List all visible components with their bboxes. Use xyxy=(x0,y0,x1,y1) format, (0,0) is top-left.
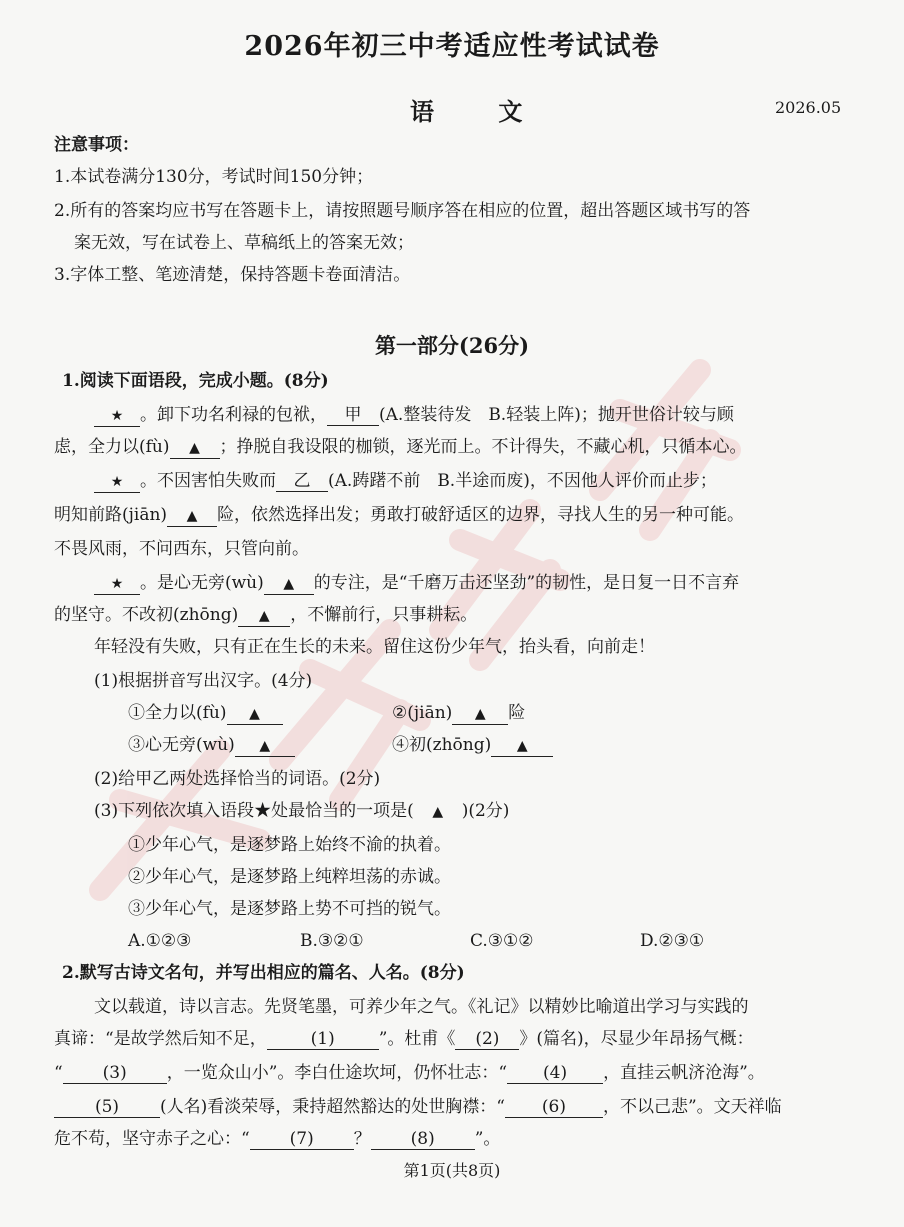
option-b: B.③②① xyxy=(300,931,364,951)
answer-blank: ▲ xyxy=(167,505,217,527)
option-a: A.①②③ xyxy=(128,931,192,951)
choice-line: ②少年心气，是逐梦路上纯粹坦荡的赤诚。 xyxy=(128,867,451,887)
answer-blank: ▲ xyxy=(170,437,220,459)
answer-blank: ▲ xyxy=(238,605,290,627)
paragraph-line: 不畏风雨，不问西东，只管向前。 xyxy=(54,539,309,559)
fill-blank-2: (2) xyxy=(455,1029,519,1050)
sub-item: ④初(zhōng) ▲ xyxy=(392,734,553,757)
answer-blank: ▲ xyxy=(452,703,508,725)
option-c: C.③①② xyxy=(470,931,534,951)
star-blank: ★ xyxy=(94,573,140,595)
sub-question: (2)给甲乙两处选择恰当的词语。(2分) xyxy=(94,769,381,789)
notice-item: 2.所有的答案均应书写在答题卡上，请按照题号顺序答在相应的位置，超出答题区域书写的答 xyxy=(54,201,751,221)
paragraph-line: ★ 。不因害怕失败而 乙 (A.踌躇不前 B.半途而废)，不因他人评价而止步； xyxy=(94,470,717,493)
part-heading: 第一部分(26分) xyxy=(374,333,530,358)
option-row xyxy=(0,930,904,952)
answer-blank: ▲ xyxy=(491,735,553,757)
star-blank: ★ xyxy=(94,471,140,493)
question-stem: 2.默写古诗文名句，并写出相应的篇名、人名。(8分) xyxy=(62,963,465,983)
sub-item: ①全力以(fù) ▲ xyxy=(128,702,283,725)
answer-blank: ▲ xyxy=(235,735,295,757)
answer-blank: ▲ xyxy=(264,573,314,595)
fill-blank-4: (4) xyxy=(507,1063,603,1084)
answer-blank: ▲ xyxy=(227,703,283,725)
paragraph-line: 明知前路(jiān) ▲ 险，依然选择出发；勇敢打破舒适区的边界，寻找人生的另一种可能。 xyxy=(54,505,745,525)
paragraph-line: (5) (人名)看淡荣辱，秉持超然豁达的处世胸襟：“ (6) ，不以己悲”。文天祥临 xyxy=(54,1096,782,1118)
paragraph-line: 危不苟，坚守赤子之心：“ (7) ？ (8) ”。 xyxy=(54,1129,501,1149)
exam-title: 2026年初三中考适应性考试试卷 xyxy=(244,31,660,62)
fill-blank-8: (8) xyxy=(371,1129,475,1150)
fill-blank-5: (5) xyxy=(54,1097,160,1118)
choice-line: ①少年心气，是逐梦路上始终不渝的执着。 xyxy=(128,835,451,855)
sub-question: (3)下列依次填入语段★处最恰当的一项是( ▲ )(2分) xyxy=(94,801,510,821)
paragraph-line: 文以载道，诗以言志。先贤笔墨，可养少年之气。《礼记》以精妙比喻道出学习与实践的 xyxy=(94,997,749,1017)
exam-date: 2026.05 xyxy=(775,98,842,117)
paragraph-line: 年轻没有失败，只有正在生长的未来。留住这份少年气，抬头看，向前走！ xyxy=(94,637,655,657)
fill-blank-7: (7) xyxy=(250,1129,354,1150)
paragraph-line: “ (3) ，一览众山小”。李白仕途坎坷，仍怀壮志：“ (4) ，直挂云帆济沧海”。 xyxy=(54,1063,765,1083)
paragraph-line: 虑，全力以(fù) ▲ ；挣脱自我设限的枷锁，逐光而上。不计得失，不藏心机，只循本心。 xyxy=(54,437,747,457)
fill-blank-1: (1) xyxy=(267,1029,379,1050)
sub-item: ③心无旁(wù) ▲ xyxy=(128,734,295,757)
question-stem: 1.阅读下面语段，完成小题。(8分) xyxy=(62,371,329,391)
choice-line: ③少年心气，是逐梦路上势不可挡的锐气。 xyxy=(128,899,451,919)
notice-heading: 注意事项： xyxy=(54,135,139,155)
option-d: D.②③① xyxy=(640,931,705,951)
page-footer: 第1页(共8页) xyxy=(403,1161,501,1180)
notice-item: 1.本试卷满分130分，考试时间150分钟； xyxy=(54,167,374,187)
fill-blank-3: (3) xyxy=(63,1063,167,1084)
paragraph-line: ★ 。卸下功名利禄的包袱， 甲 (A.整装待发 B.轻装上阵)；抛开世俗计较与顾 xyxy=(94,404,734,427)
subject-title: 语 文 xyxy=(410,97,551,126)
jia-blank: 甲 xyxy=(327,405,379,426)
paragraph-line: ★ 。是心无旁(wù) ▲ 的专注，是“千磨万击还坚劲”的韧性，是日复一日不言弃 xyxy=(94,572,739,595)
sub-question: (1)根据拼音写出汉字。(4分) xyxy=(94,671,313,691)
paragraph-line: 真谛：“是故学然后知不足， (1) ”。杜甫《 (2) 》(篇名)，尽显少年昂扬气概： xyxy=(54,1029,754,1049)
yi-blank: 乙 xyxy=(276,471,328,492)
paragraph-line: 的坚守。不改初(zhōng) ▲ ，不懈前行，只事耕耘。 xyxy=(54,605,478,625)
star-blank: ★ xyxy=(94,405,140,427)
notice-item: 3.字体工整、笔迹清楚，保持答题卡卷面清洁。 xyxy=(54,265,411,285)
notice-item: 案无效，写在试卷上、草稿纸上的答案无效； xyxy=(74,233,414,253)
fill-blank-6: (6) xyxy=(505,1097,603,1118)
sub-item: ②(jiān) ▲ 险 xyxy=(392,703,526,723)
